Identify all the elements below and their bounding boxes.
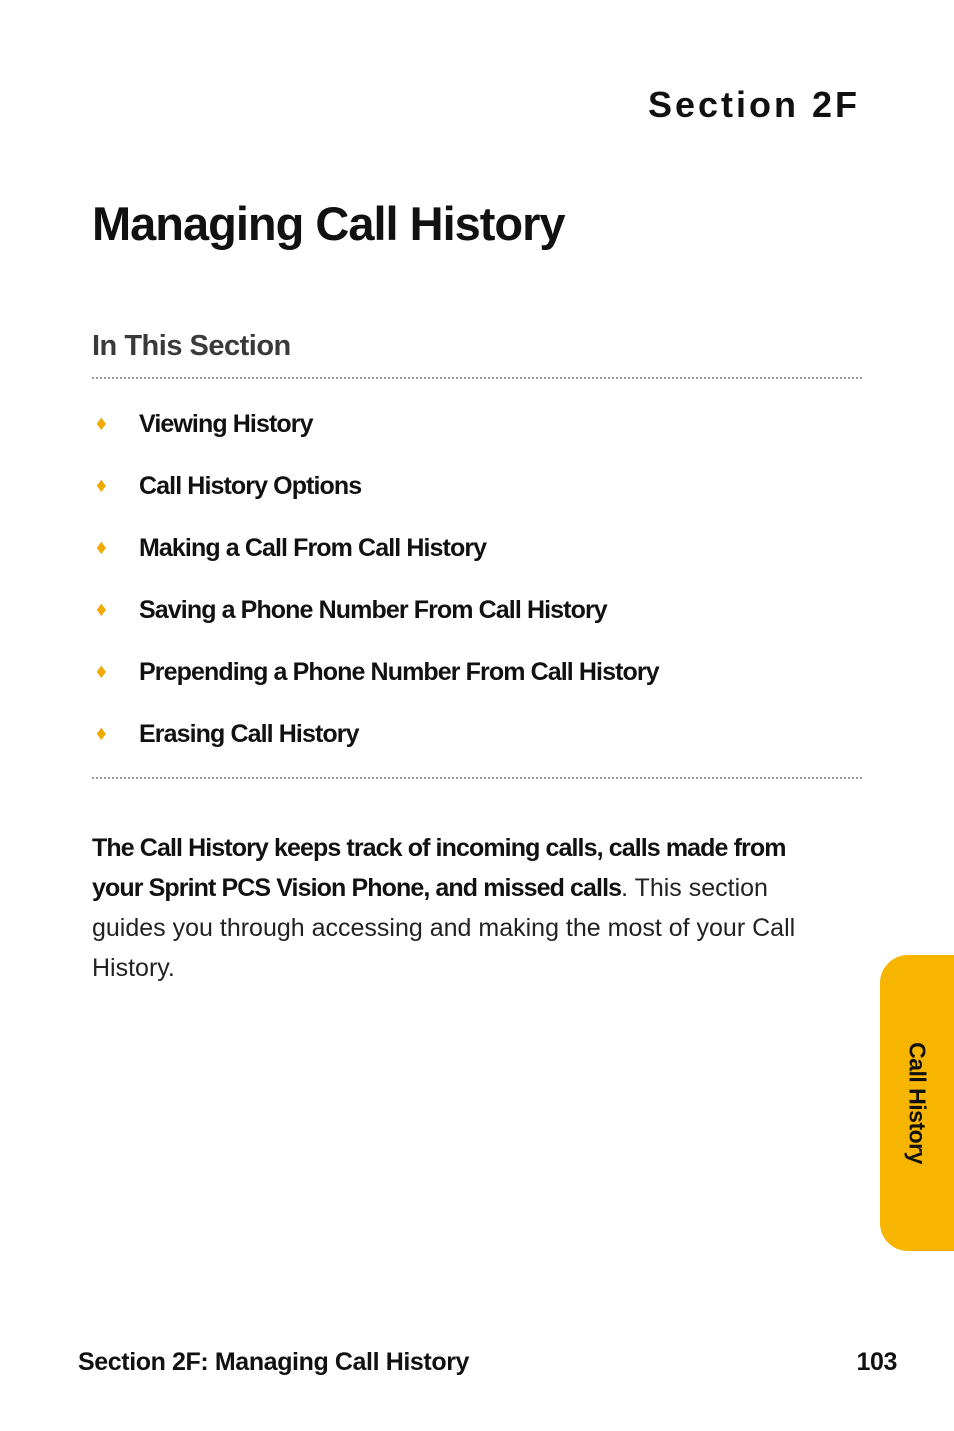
list-item[interactable] — [92, 579, 862, 641]
footer-section-title: Section 2F: Managing Call History — [78, 1348, 470, 1376]
list-item-label: Prepending a Phone Number From Call History — [139, 657, 659, 686]
section-contents-list — [92, 379, 862, 777]
intro-normal-text: . This section guides you through accessing and making the most of your Call History. — [92, 874, 796, 982]
page-number: 103 — [856, 1348, 897, 1376]
list-item[interactable] — [92, 703, 862, 765]
chapter-side-tab — [880, 955, 954, 1251]
diamond-bullet-icon: ♦ — [96, 412, 107, 435]
in-this-section-box — [92, 330, 862, 779]
diamond-bullet-icon: ♦ — [96, 474, 107, 497]
section-label: Section 2F — [647, 84, 860, 125]
intro-bold-text: The Call History keeps track of incoming calls, calls made from your Sprint PCS Vision Phone, and missed calls — [92, 834, 786, 902]
diamond-bullet-icon: ♦ — [96, 660, 107, 683]
side-tab-label: Call History — [904, 1042, 931, 1164]
list-item-label: Making a Call From Call History — [139, 533, 487, 562]
list-item[interactable] — [92, 517, 862, 579]
list-item[interactable] — [92, 641, 862, 703]
diamond-bullet-icon: ♦ — [96, 722, 107, 745]
list-item[interactable] — [92, 455, 862, 517]
list-item-label: Viewing History — [139, 409, 313, 438]
list-item[interactable] — [92, 393, 862, 455]
list-item-label: Call History Options — [139, 471, 362, 500]
page-title: Managing Call History — [92, 197, 565, 250]
diamond-bullet-icon: ♦ — [96, 536, 107, 559]
in-this-section-heading: In This Section — [92, 330, 291, 362]
page-footer — [78, 1348, 897, 1377]
diamond-bullet-icon: ♦ — [96, 598, 107, 621]
bottom-dotted-divider — [92, 777, 862, 779]
list-item-label: Saving a Phone Number From Call History — [139, 595, 607, 624]
list-item-label: Erasing Call History — [139, 719, 359, 748]
intro-paragraph — [92, 828, 807, 988]
